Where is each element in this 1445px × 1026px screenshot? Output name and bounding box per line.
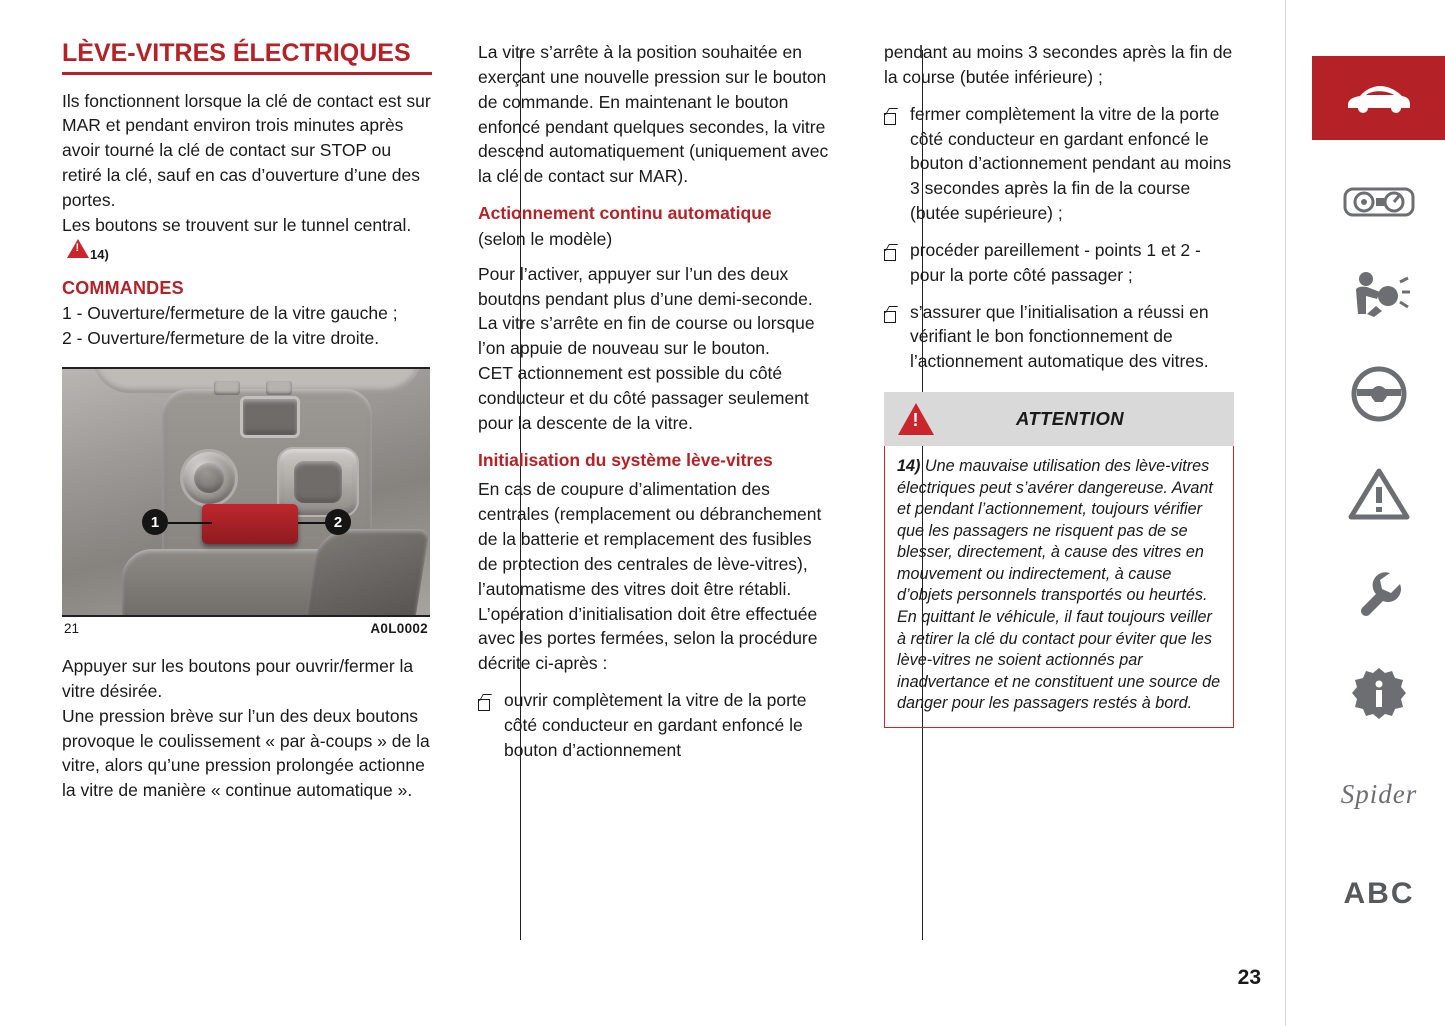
sidebar-item-safety[interactable] [1312, 252, 1445, 336]
intro-paragraph-2-text: Les boutons se trouvent sur le tunnel central. [62, 214, 412, 235]
column-3 [862, 40, 1262, 950]
info-gear-icon [1351, 666, 1407, 722]
sidebar-item-driving[interactable] [1312, 352, 1445, 436]
airbag-seat-icon [1346, 270, 1412, 318]
console-illustration [62, 369, 430, 615]
col2-paragraph-1: La vitre s’arrête à la position souhaitée en exerçant une nouvelle pression sur le bouton de commande. En maintenant le bouton enfoncé pendant quelques secondes, la vitre descend automatiquement (uniquement avec la clé de contact sur MAR). [478, 42, 829, 187]
column-2 [462, 40, 862, 950]
figure-number: 21 [64, 621, 80, 637]
sidebar-item-index[interactable] [1312, 852, 1445, 936]
console-dial-inner [194, 463, 224, 493]
sidebar-item-maintenance[interactable] [1312, 552, 1445, 636]
command-item-2: 2 - Ouverture/fermeture de la vitre droite. [62, 328, 380, 349]
heading-continuous-automatic: Actionnement continu automatique [478, 203, 772, 224]
column-1 [62, 40, 462, 950]
commands-heading: COMMANDES [62, 278, 184, 299]
figure-console [62, 367, 430, 636]
command-item-1: 1 - Ouverture/fermeture de la vitre gauche ; [62, 303, 398, 324]
warning-note-ref: 14) [90, 246, 109, 262]
list-item-text: ouvrir complètement la vitre de la porte côté conducteur en gardant enfoncé le bouton d’actionnement [504, 690, 807, 760]
sidebar-item-car[interactable] [1312, 56, 1445, 140]
section-sidebar [1285, 0, 1445, 1026]
figure-code: A0L0002 [370, 621, 428, 637]
wrench-icon [1352, 567, 1406, 621]
list-item-text: s’assurer que l’initialisation a réussi en vérifiant le bon fonctionnement de l’actionnement automatique des vitres. [910, 301, 1209, 372]
list-item [884, 300, 1234, 375]
dashboard-icon [1342, 182, 1416, 222]
spider-logo: Spider [1340, 778, 1418, 809]
col2-paragraph-2: Pour l’activer, appuyer sur l’un des deux boutons pendant plus d’une demi-seconde. La vitre s’arrête en fin de course ou lorsque l’on appuie de nouveau sur le bouton. [478, 263, 815, 359]
heading-initialisation: Initialisation du système lève-vitres [478, 449, 773, 470]
sidebar-item-dashboard[interactable] [1312, 160, 1445, 244]
window-switch-right [266, 381, 292, 395]
title-underline [62, 72, 432, 75]
after-figure-paragraph-2: Une pression brève sur l’un des deux boutons provoque le coulissement « par à-coups » de la vitre, alors qu’une pression prolongée actionne la vitre de manière « continue automatique ». [62, 705, 430, 801]
gear-shifter-inner [294, 461, 342, 503]
callout-1: 1 [142, 509, 168, 535]
list-item [884, 102, 1234, 226]
page-columns [62, 40, 1262, 950]
car-icon [1344, 81, 1414, 115]
figure-image [62, 367, 430, 617]
bullet-square-icon [884, 238, 910, 288]
attention-note-text: Une mauvaise utilisation des lève-vitres électriques peut s’avérer dangereuse. Avant et pendant l’actionnement, toujours vérifier que les passagers ne risquent pas de se blesser, directement, à cause des vitres en mouvement ou indirectement, à cause d’objets personnels transportés ou heurtés. En quittant le véhicule, il faut toujours veiller à retirer la clé du contact pour éviter que les lève-vitres ne soient actionnés par inadvertance et ne constituent une source de danger pour les passagers restés à bord. [897, 457, 1221, 713]
shifter-boot [304, 529, 429, 617]
steering-wheel-icon [1350, 365, 1408, 423]
sidebar-item-emergency[interactable] [1312, 452, 1445, 536]
bullet-square-icon [884, 300, 910, 375]
col2-paragraph-5: L’opération d’initialisation doit être effectuée avec les portes fermées, selon la procédure décrite ci-après : [478, 603, 818, 674]
warning-triangle-icon [1348, 467, 1410, 521]
attention-title: ATTENTION [1015, 408, 1125, 430]
list-item [478, 688, 834, 763]
col3-bullet-1-continuation: pendant au moins 3 secondes après la fin de la course (butée inférieure) ; [884, 42, 1233, 87]
page-number: 23 [1237, 966, 1261, 989]
window-switch-block [202, 504, 298, 544]
attention-header [884, 392, 1234, 446]
abc-index-icon: ABC [1343, 877, 1415, 910]
warning-triangle-icon [67, 239, 89, 265]
callout-2: 2 [325, 509, 351, 535]
sidebar-item-spider[interactable] [1312, 752, 1445, 836]
console-vent [240, 396, 300, 438]
attention-note-number: 14) [897, 457, 921, 476]
after-figure-paragraph-1: Appuyer sur les boutons pour ouvrir/fermer la vitre désirée. [62, 656, 414, 701]
callout-leader-2 [298, 522, 326, 524]
list-item [884, 238, 1234, 288]
list-item-text: procéder pareillement - points 1 et 2 - pour la porte côté passager ; [910, 239, 1201, 285]
list-item-text: fermer complètement la vitre de la porte côté conducteur en gardant enfoncé le bouton d’actionnement pendant au moins 3 secondes après la fin de la course (butée supérieure) ; [910, 103, 1232, 224]
intro-paragraph: Ils fonctionnent lorsque la clé de contact est sur MAR et pendant environ trois minutes après avoir tourné la clé de contact sur STOP ou retiré la clé, sauf en cas d’ouverture d’une des portes. [62, 90, 431, 210]
window-switch-left [214, 381, 240, 395]
col2-paragraph-3: CET actionnement est possible du côté conducteur et du côté passager seulement pour la descente de la vitre. [478, 363, 809, 433]
intro-paragraph-2 [62, 213, 434, 265]
callout-leader-1 [168, 522, 212, 524]
page-title: LÈVE-VITRES ÉLECTRIQUES [62, 39, 411, 67]
warning-triangle-icon [898, 403, 934, 435]
figure-caption [62, 617, 430, 636]
attention-body [884, 446, 1234, 728]
bullet-square-icon [478, 688, 504, 763]
bullet-square-icon [884, 102, 910, 226]
sidebar-item-technical-data[interactable] [1312, 652, 1445, 736]
heading-continuous-automatic-sub: (selon le modèle) [478, 228, 613, 249]
col2-paragraph-4: En cas de coupure d’alimentation des centrales (remplacement ou débranchement de la batterie et remplacement des fusibles de protection des centrales de lève-vitres), l’automatisme des vitres doit être rétabli. [478, 479, 822, 599]
